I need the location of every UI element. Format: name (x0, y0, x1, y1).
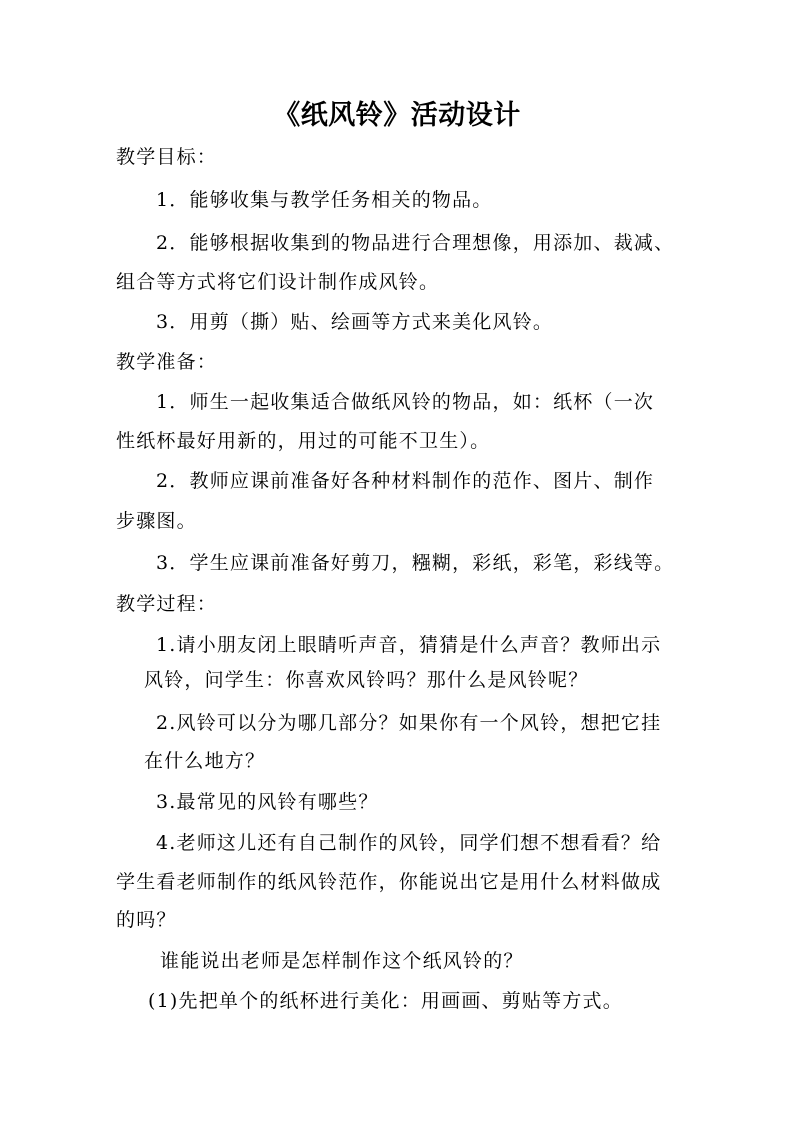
document-title: 《纸风铃》活动设计 (273, 100, 521, 131)
paragraph-line: 1．能够收集与教学任务相关的物品。 (156, 189, 493, 211)
section-heading-objectives: 教学目标： (116, 146, 218, 168)
paragraph-line: 3．用剪（撕）贴、绘画等方式来美化风铃。 (156, 311, 554, 333)
paragraph-line: 的吗？ (116, 909, 177, 931)
paragraph-line: 在什么地方？ (144, 750, 266, 772)
paragraph-line: 组合等方式将它们设计制作成风铃。 (116, 271, 440, 293)
paragraph-line: 2．能够根据收集到的物品进行合理想像，用添加、裁减、 (156, 232, 675, 254)
paragraph-line: 1．师生一起收集适合做纸风铃的物品，如：纸杯（一次 (156, 391, 655, 413)
paragraph-line: 学生看老师制作的纸风铃范作，你能说出它是用什么材料做成 (116, 871, 662, 893)
section-heading-preparation: 教学准备： (116, 351, 218, 373)
paragraph-line: 步骤图。 (116, 510, 197, 532)
paragraph-line: 风铃，问学生：你喜欢风铃吗？那什么是风铃呢？ (144, 669, 589, 691)
paragraph-line: 3.最常见的风铃有哪些？ (156, 791, 379, 813)
paragraph-line: 4.老师这儿还有自己制作的风铃，同学们想不想看看？给 (156, 832, 662, 854)
paragraph-line: (1)先把单个的纸杯进行美化：用画画、剪贴等方式。 (148, 990, 623, 1012)
paragraph-line: 1.请小朋友闭上眼睛听声音，猜猜是什么声音？教师出示 (156, 634, 662, 656)
paragraph-line: 2．教师应课前准备好各种材料制作的范作、图片、制作 (156, 470, 655, 492)
paragraph-line: 3．学生应课前准备好剪刀，糨糊，彩纸，彩笔，彩线等。 (156, 552, 675, 574)
paragraph-line: 2.风铃可以分为哪几部分？如果你有一个风铃，想把它挂 (156, 712, 662, 734)
paragraph-line: 性纸杯最好用新的，用过的可能不卫生）。 (116, 430, 491, 452)
paragraph-line: 谁能说出老师是怎样制作这个纸风铃的？ (160, 950, 524, 972)
section-heading-process: 教学过程： (116, 593, 218, 615)
